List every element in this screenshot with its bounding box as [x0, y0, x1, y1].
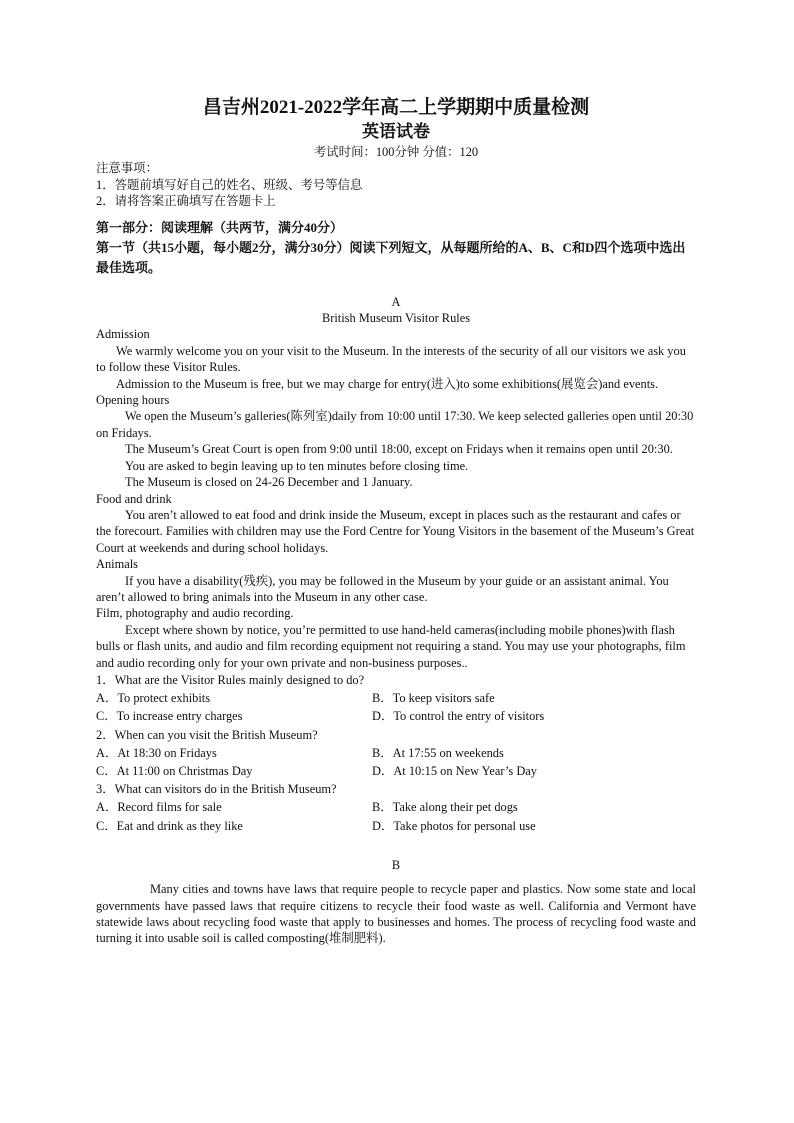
notes-block	[96, 160, 696, 209]
question-stem: 3．What can visitors do in the British Museum?	[96, 782, 337, 797]
section-heading: Film, photography and audio recording.	[96, 606, 294, 621]
section1-instructions: 第一节（共15小题，每小题2分，满分30分）阅读下列短文，从每题所给的A、B、C和D四个选项中选出最佳选项。	[96, 239, 686, 275]
paragraph: We warmly welcome you on your visit to the Museum. In the interests of the security of all our visitors we ask you to follow these Visitor Rules.	[96, 343, 686, 375]
passage-letter: B	[391, 857, 401, 872]
question-block	[96, 780, 696, 835]
notes-item: 1．答题前填写好自己的姓名、班级、考号等信息	[96, 177, 363, 192]
question-block	[96, 671, 696, 726]
paragraph: You are asked to begin leaving up to ten minutes before closing time.	[125, 458, 469, 473]
paragraph: You aren’t allowed to eat food and drink inside the Museum, except in places such as the restaurant and cafes or the forecourt. Families with children may use the Ford Centre for Young Visitors in the basement of the Museum’s Great Court at weekends and during school holidays.	[96, 507, 695, 555]
option-d: D．To control the entry of visitors	[372, 709, 545, 724]
question-block	[96, 726, 696, 781]
passage-letter: A	[391, 294, 401, 309]
option-c: C．To increase entry charges	[96, 709, 243, 724]
paragraph: The Museum is closed on 24-26 December and 1 January.	[125, 475, 413, 490]
option-a: A．Record films for sale	[96, 800, 222, 815]
option-b: B．Take along their pet dogs	[372, 800, 518, 815]
passage-title: British Museum Visitor Rules	[321, 311, 471, 326]
part1-heading: 第一部分：阅读理解（共两节，满分40分）	[96, 219, 344, 235]
notes-item: 2．请将答案正确填写在答题卡上	[96, 194, 276, 209]
option-d: D．At 10:15 on New Year’s Day	[372, 763, 537, 778]
question-stem: 2．When can you visit the British Museum?	[96, 727, 318, 742]
paragraph: The Museum’s Great Court is open from 9:00 until 18:00, except on Fridays when it remains open until 20:30.	[125, 442, 673, 457]
question-stem: 1．What are the Visitor Rules mainly designed to do?	[96, 672, 365, 687]
paragraph: We open the Museum’s galleries(陈列室)daily from 10:00 until 17:30. We keep selected galleries open until 20:30 on Fridays.	[96, 409, 694, 440]
option-c: C．At 11:00 on Christmas Day	[96, 763, 253, 778]
option-a: A．To protect exhibits	[96, 691, 211, 706]
section-heading: Food and drink	[96, 491, 172, 506]
exam-info: 考试时间：100分钟 分值：120	[313, 145, 479, 159]
option-b: B．To keep visitors safe	[372, 691, 495, 706]
section-heading: Opening hours	[96, 393, 170, 408]
paragraph: If you have a disability(残疾), you may be followed in the Museum by your guide or an assistant animal. You aren’t allowed to bring animals into the Museum in any other case.	[96, 573, 669, 604]
paragraph: Except where shown by notice, you’re permitted to use hand-held cameras(including mobile phones)with flash bulls or flash units, and audio and film recording equipment not requiring a stand. You may use your photographs, film and audio recording only for your own private and non-business purposes..	[96, 622, 686, 670]
passage-b	[96, 857, 696, 947]
option-d: D．Take photos for personal use	[372, 818, 536, 833]
paragraph: Admission to the Museum is free, but we may charge for entry(进入)to some exhibitions(展览会)and events.	[116, 376, 659, 391]
exam-subtitle: 英语试卷	[362, 122, 430, 141]
section-heading: Animals	[96, 557, 138, 572]
passage-a	[96, 294, 696, 835]
option-b: B．At 17:55 on weekends	[372, 745, 504, 760]
section-heading: Admission	[96, 327, 150, 342]
exam-page	[96, 96, 696, 947]
notes-heading: 注意事项：	[96, 161, 158, 176]
option-a: A．At 18:30 on Fridays	[96, 745, 217, 760]
option-c: C．Eat and drink as they like	[96, 818, 243, 833]
paragraph: Many cities and towns have laws that require people to recycle paper and plastics. Now some state and local governments have passed laws that require citizens to recycle their food waste as well. California and Vermont have statewide laws about recycling food waste that apply to businesses and homes. The process of recycling food waste and turning it into usable soil is called composting(堆制肥料).	[96, 882, 696, 946]
exam-title: 昌吉州2021-2022学年高二上学期期中质量检测	[202, 97, 590, 118]
